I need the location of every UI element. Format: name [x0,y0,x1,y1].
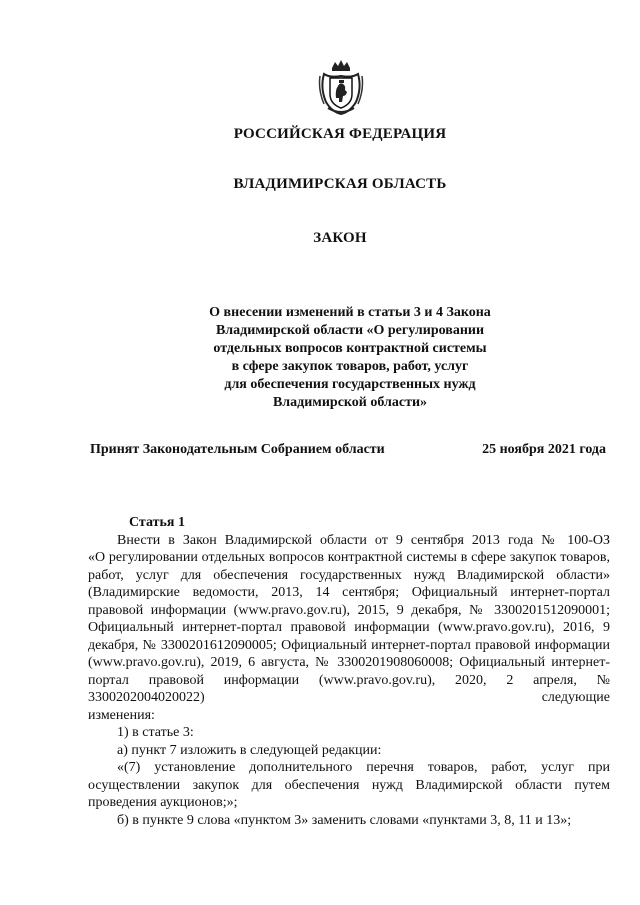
adoption-date: 25 ноября 2021 года [482,442,606,457]
list-item: а) пункт 7 изложить в следующей редакции: [117,742,382,758]
adopted-by-label: Принят Законодательным Собранием области [90,442,385,457]
law-title [0,304,640,412]
document-type-heading: ЗАКОН [313,230,367,246]
article-intro-text: «О регулировании отдельных вопросов контрактной системы в сфере закупок товаров, работ, услуг для обеспечения государственных нужд Владимирской области» (Владимирские ведомости, 2013, 14 сентября; Официальный интернет-портал правовой информации (www.pravo.gov.ru), 2015, 9 декабря, № 3300201512090001; Официальный интернет-портал правовой информации (www.pravo.gov.ru), 2016, 9 декабря, № 3300201612090005; Официальный интернет-портал правовой информации (www.pravo.gov.ru), 2019, 6 августа, № 3300201908060008; Официальный интернет-портал правовой информации (www.pravo.gov.ru), 2020, 2 апреля, № 3300202004020022) следующие [88,550,610,705]
article-intro-end: изменения: [88,707,155,723]
list-item: б) в пункте 9 слова «пунктом 3» заменить словами «пунктами 3, 8, 11 и 13»; [117,812,572,828]
article-title: Статья 1 [129,515,185,530]
coat-of-arms-icon [318,58,364,116]
article-body [88,514,610,829]
region-heading: ВЛАДИМИРСКАЯ ОБЛАСТЬ [233,176,447,192]
law-title-line: в сфере закупок товаров, работ, услуг [231,359,469,374]
law-title-line: для обеспечения государственных нужд [224,377,476,392]
law-title-line: Владимирской области» [272,395,428,410]
quoted-amendment: «(7) установление дополнительного перечня товаров, работ, услуг при осуществлении закупок для обеспечения нужд Владимирской области путем проведения аукционов;»; [88,760,610,810]
adoption-line [90,442,606,458]
law-title-line: О внесении изменений в статьи 3 и 4 Закона [209,305,491,320]
law-title-line: Владимирской области «О регулировании [215,323,485,338]
country-heading: РОССИЙСКАЯ ФЕДЕРАЦИЯ [233,126,447,142]
list-item: 1) в статье 3: [117,725,194,740]
article-intro-first-line: Внести в Закон Владимирской области от 9 сентября 2013 года № 100-ОЗ [117,532,610,548]
law-title-line: отдельных вопросов контрактной системы [213,341,487,356]
